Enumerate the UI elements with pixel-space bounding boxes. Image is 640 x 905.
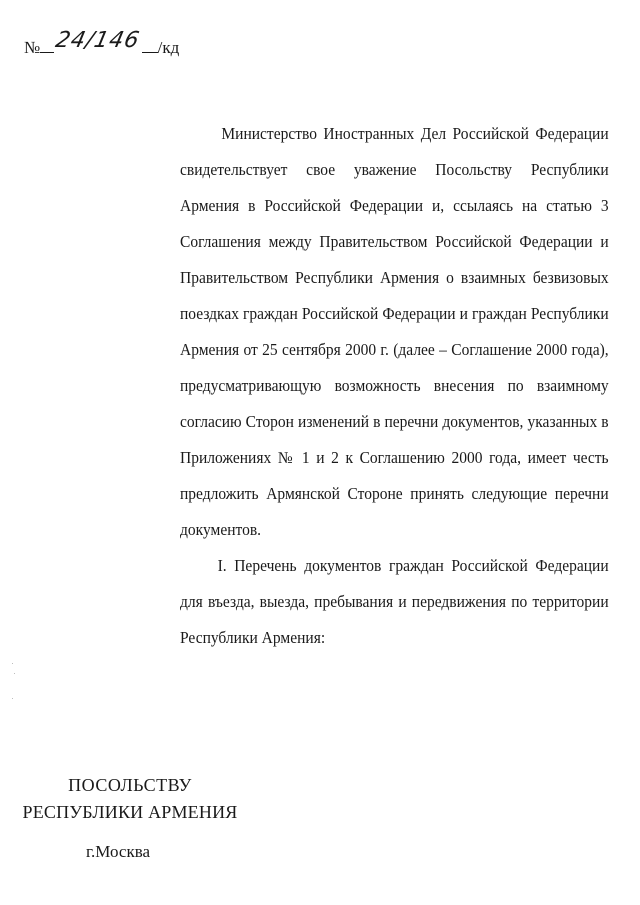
addressee-line-2: РЕСПУБЛИКИ АРМЕНИЯ bbox=[22, 802, 238, 822]
addressee-block bbox=[20, 772, 240, 826]
handwritten-number: 24/146 bbox=[53, 28, 143, 53]
scan-speck bbox=[14, 673, 15, 674]
scan-speck bbox=[12, 698, 13, 699]
note-body bbox=[180, 116, 609, 656]
addressee-city: г.Москва bbox=[86, 842, 151, 861]
document-number bbox=[24, 28, 180, 64]
addressee-line-1: ПОСОЛЬСТВУ bbox=[68, 775, 192, 795]
number-underline-right bbox=[142, 38, 158, 53]
scan-speck bbox=[12, 663, 13, 664]
number-underline-left bbox=[40, 38, 54, 53]
number-sign: № bbox=[24, 38, 41, 57]
paragraph-section-1: I. Перечень документов граждан Российской Федерации для въезда, выезда, пребывания и передвижения по территории Республики Армения: bbox=[180, 556, 609, 647]
paragraph-intro: Министерство Иностранных Дел Российской Федерации свидетельствует свое уважение Посольству Республики Армения в Российской Федерации и, ссылаясь на статью 3 Соглашения между Правительством Российской Федерации и Правительством Республики Армения о взаимных безвизовых поездках граждан Российской Федерации и граждан Республики Армения от 25 сентября 2000 г. (далее – Соглашение 2000 года), предусматривающую возможность внесения по взаимному согласию Сторон изменений в перечни документов, указанных в Приложениях № 1 и 2 к Соглашению 2000 года, имеет честь предложить Армянской Стороне принять следующие перечни документов. bbox=[180, 124, 609, 539]
number-suffix: /кд bbox=[157, 38, 180, 57]
